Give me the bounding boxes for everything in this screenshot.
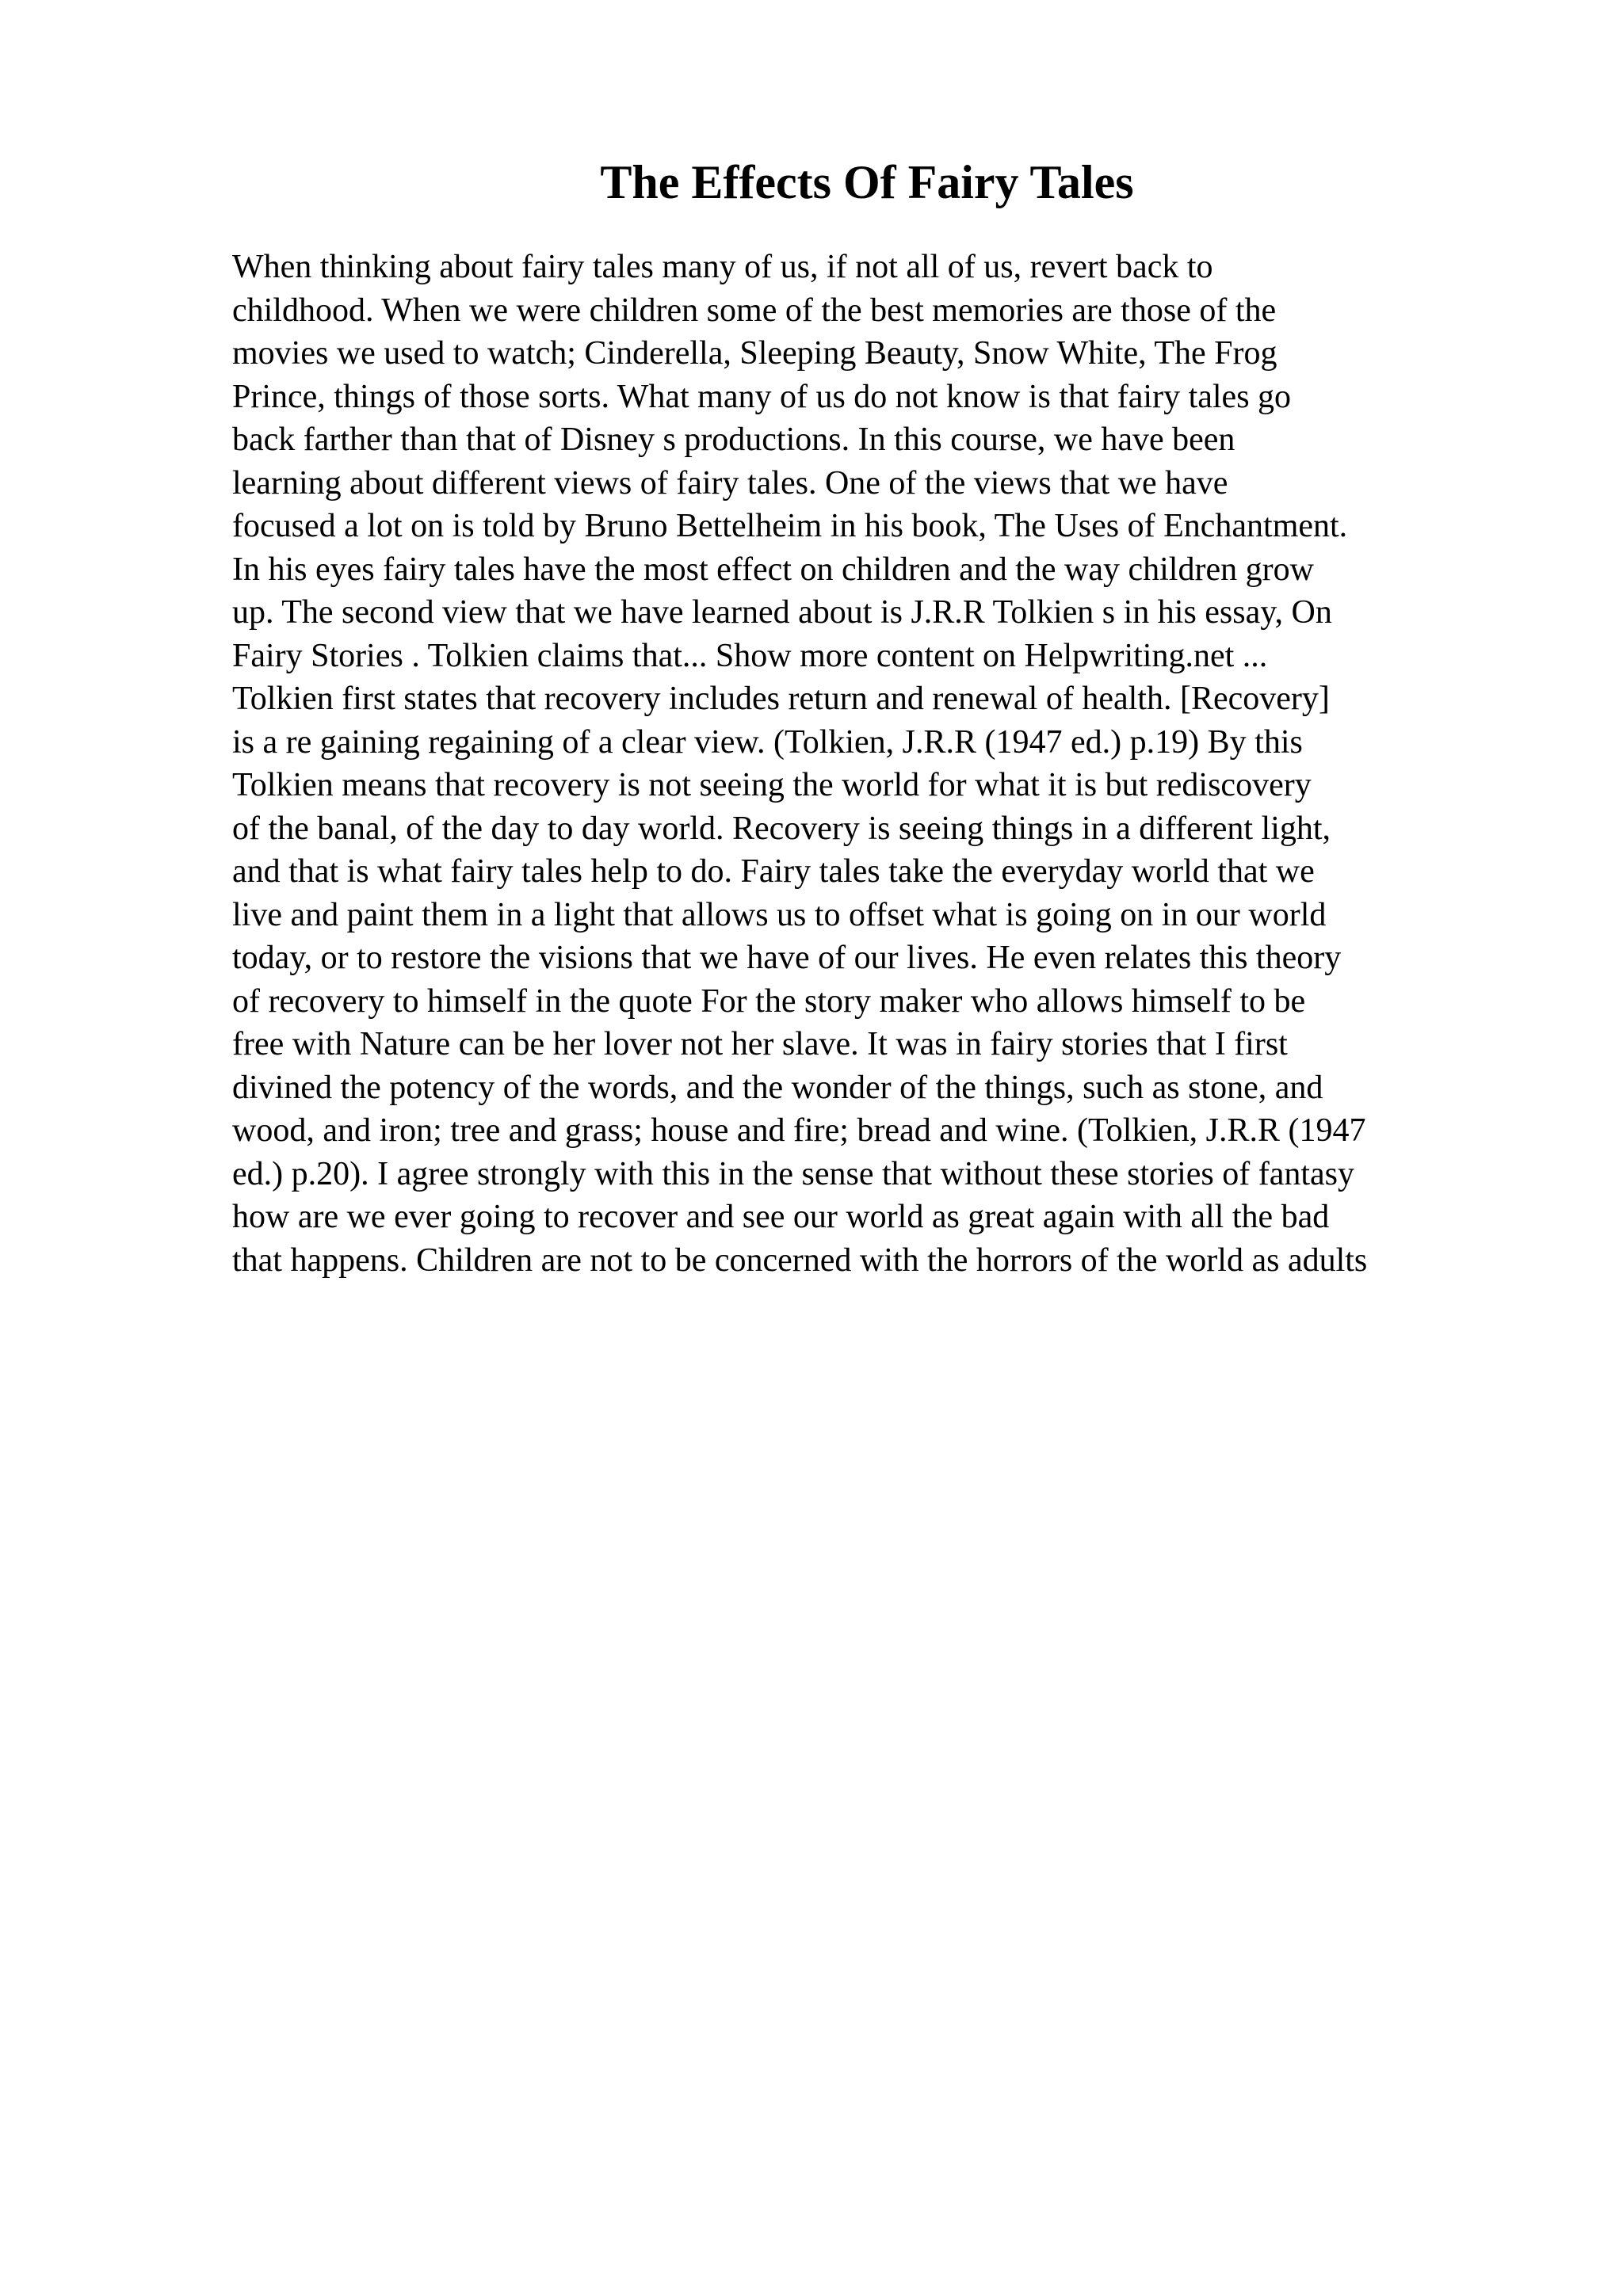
- body-line: ed.) p.20). I agree strongly with this in the sense that without these stories of fantasy: [232, 1155, 1355, 1192]
- body-line: how are we ever going to recover and see our world as great again with all the bad: [232, 1199, 1330, 1235]
- body-line: back farther than that of Disney s productions. In this course, we have been: [232, 421, 1235, 458]
- body-line: and that is what fairy tales help to do. Fairy tales take the everyday world that we: [232, 853, 1315, 890]
- body-line: Prince, things of those sorts. What many of us do not know is that fairy tales go: [232, 378, 1292, 415]
- body-line: of the banal, of the day to day world. Recovery is seeing things in a different light,: [232, 810, 1331, 847]
- body-line: Tolkien means that recovery is not seeing the world for what it is but rediscovery: [232, 767, 1312, 803]
- body-line: up. The second view that we have learned about is J.R.R Tolkien s in his essay, On: [232, 594, 1332, 631]
- body-line: When thinking about fairy tales many of us, if not all of us, revert back to: [232, 249, 1213, 285]
- body-line: divined the potency of the words, and the wonder of the things, such as stone, and: [232, 1069, 1323, 1106]
- body-line: In his eyes fairy tales have the most effect on children and the way children grow: [232, 551, 1314, 588]
- body-line: of recovery to himself in the quote For the story maker who allows himself to be: [232, 982, 1306, 1020]
- body-line: is a re gaining regaining of a clear view. (Tolkien, J.R.R (1947 ed.) p.19) By this: [232, 723, 1303, 761]
- document-title: The Effects Of Fairy Tales: [600, 156, 1134, 208]
- body-line: focused a lot on is told by Bruno Bettelheim in his book, The Uses of Enchantment.: [232, 508, 1348, 544]
- body-line: that happens. Children are not to be concerned with the horrors of the world as adults: [232, 1241, 1368, 1279]
- document-body: [232, 246, 1611, 1282]
- body-line: today, or to restore the visions that we have of our lives. He even relates this theory: [232, 940, 1342, 976]
- body-line: free with Nature can be her lover not her slave. It was in fairy stories that I first: [232, 1026, 1288, 1062]
- body-line: wood, and iron; tree and grass; house and fire; bread and wine. (Tolkien, J.R.R (1947: [232, 1112, 1366, 1149]
- body-line: Fairy Stories . Tolkien claims that... Show more content on Helpwriting.net ...: [232, 637, 1268, 674]
- body-line: movies we used to watch; Cinderella, Sleeping Beauty, Snow White, The Frog: [232, 335, 1277, 372]
- body-line: Tolkien first states that recovery includes return and renewal of health. [Recovery]: [232, 681, 1330, 717]
- body-line: childhood. When we were children some of the best memories are those of the: [232, 292, 1277, 329]
- body-line: learning about different views of fairy tales. One of the views that we have: [232, 464, 1228, 502]
- body-line: live and paint them in a light that allows us to offset what is going on in our world: [232, 896, 1327, 933]
